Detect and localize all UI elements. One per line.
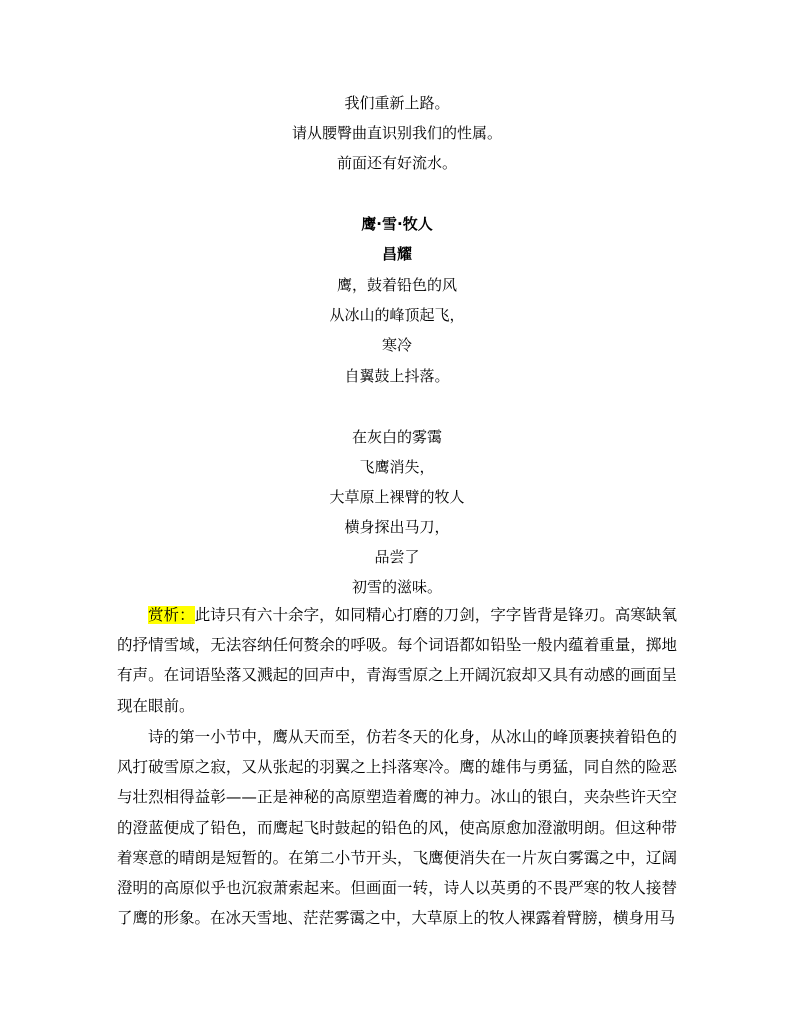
analysis-label: 赏析： (148, 606, 195, 624)
poem-line: 品尝了 (374, 548, 420, 566)
poem-author: 昌耀 (381, 245, 412, 263)
analysis-text-1: 此诗只有六十余字，如同精心打磨的刀剑，字字皆背是锋刃。高寒缺氧的抒情雪域，无法容纳任何赘余的呼吸。每个词语都如铅坠一般内蕴着重量，掷地有声。在词语坠落又溅起的回声中，青海雪原之上开阔沉寂却又具有动感的画面呈现在眼前。 (117, 606, 677, 715)
poem-line: 横身探出马刀， (344, 518, 450, 536)
poem-line: 从冰山的峰顶起飞， (329, 306, 465, 324)
analysis-paragraph-2: 诗的第一小节中，鹰从天而至，仿若冬天的化身，从冰山的峰顶裹挟着铅色的风打破雪原之寂，又从张起的羽翼之上抖落寒冷。鹰的雄伟与勇猛，同自然的险恶与壮烈相得益彰——正是神秘的高原塑造着鹰的神力。冰山的银白，夹杂些许天空的澄蓝便成了铅色，而鹰起飞时鼓起的铅色的风，使高原愈加澄澈明朗。但这种带着寒意的晴朗是短暂的。在第二小节开头，飞鹰便消失在一片灰白雾霭之中，辽阔澄明的高原似乎也沉寂萧索起来。但画面一转，诗人以英勇的不畏严寒的牧人接替了鹰的形象。在冰天雪地、茫茫雾霭之中，大草原上的牧人裸露着臂膀，横身用马 (117, 728, 677, 928)
poem-line: 自翼鼓上抖落。 (344, 367, 450, 385)
poem-line: 大草原上裸臂的牧人 (329, 488, 465, 506)
poem-line: 在灰白的雾霭 (351, 428, 442, 446)
prev-poem-line-3: 前面还有好流水。 (336, 154, 457, 172)
analysis-paragraph-1 (117, 600, 677, 721)
poem-line: 鹰，鼓着铅色的风 (336, 276, 457, 294)
poem-title: 鹰·雪·牧人 (361, 215, 433, 233)
poem-line: 初雪的滋味。 (351, 578, 442, 596)
prev-poem-line-2: 请从腰臀曲直识别我们的性属。 (291, 124, 502, 142)
poem-line: 寒冷 (381, 336, 412, 354)
poem-line: 飞鹰消失， (359, 458, 435, 476)
prev-poem-line-1: 我们重新上路。 (344, 94, 450, 112)
